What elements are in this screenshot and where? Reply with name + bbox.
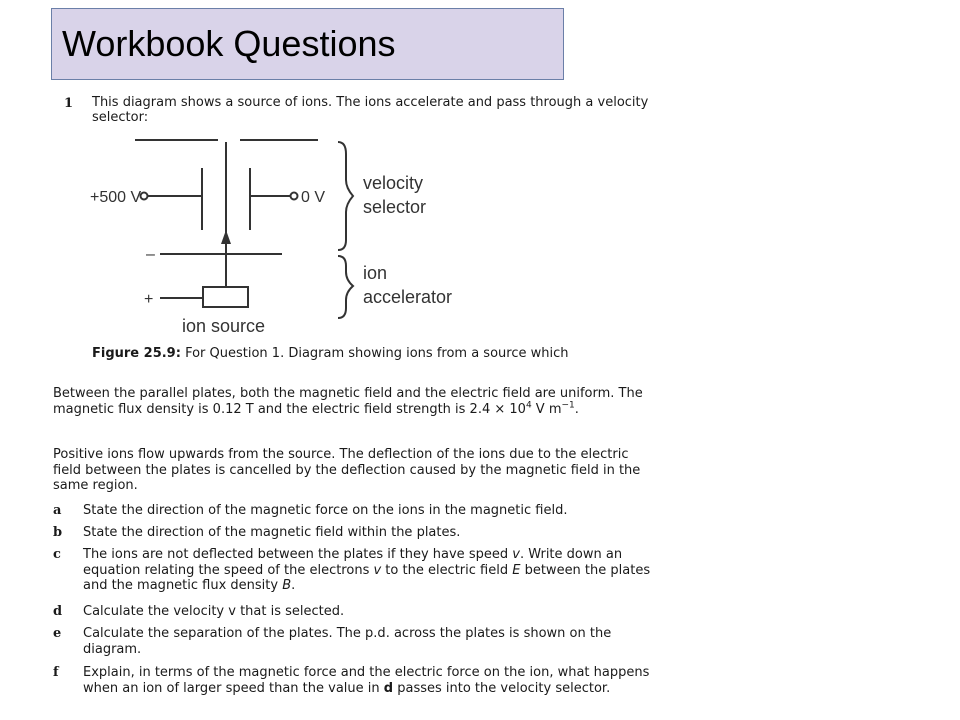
item-c-v1: v (512, 547, 520, 562)
label-selector: selector (363, 197, 427, 217)
label-plus: + (144, 291, 154, 308)
ion-arrow (221, 230, 231, 244)
brace-velocity (338, 142, 353, 250)
paragraph-ions: Positive ions flow upwards from the source. The deflection of the ions due to the electric field between the plates is cancelled by the deflection caused by the magnetic field in the same region. (53, 447, 641, 493)
label-ion-source: ion source (182, 316, 266, 336)
item-c-v2: v (373, 562, 382, 578)
item-f-text (83, 665, 653, 696)
item-c-part3: to the electric field (381, 562, 513, 578)
item-e-text: Calculate the separation of the plates. The p.d. across the plates is shown on the diagram. (83, 626, 612, 657)
exponent-4: 4 (525, 400, 532, 411)
item-a-label: a (53, 503, 62, 518)
item-c-b: B (282, 578, 292, 593)
item-f-label: f (53, 665, 59, 680)
item-b-text: State the direction of the magnetic field within the plates. (83, 525, 461, 540)
item-d-text: Calculate the velocity v that is selected. (83, 604, 345, 619)
terminal-left (141, 193, 148, 200)
ion-source-box (203, 287, 248, 307)
paragraph-fields (53, 386, 653, 417)
item-f-bold: d (383, 680, 394, 696)
item-c-part5: . (291, 578, 296, 593)
item-c-part4: between the plates and the magnetic flux density (83, 562, 651, 593)
label-plus500: +500 V (90, 189, 142, 206)
item-c-part1: The ions are not deflected between the plates if they have speed (83, 547, 513, 562)
terminal-right (291, 193, 298, 200)
label-ion: ion (363, 263, 388, 283)
question-number: 1 (64, 96, 74, 111)
period: . (574, 401, 579, 417)
label-minus: – (146, 246, 155, 263)
item-c-part2: . Write down an equation relating the speed of the electrons (83, 547, 623, 578)
question-intro: This diagram shows a source of ions. The ions accelerate and pass through a velocity selector: (92, 95, 649, 125)
item-c-label: c (53, 547, 61, 562)
brace-accelerator (338, 256, 353, 318)
title-box (51, 8, 564, 80)
exponent-minus1: −1 (561, 400, 575, 411)
unit-text: V m (531, 401, 562, 417)
label-0v: 0 V (301, 189, 326, 206)
caption-bold: Figure 25.9: (92, 346, 181, 361)
label-accelerator: accelerator (363, 287, 453, 307)
slide-title: Workbook Questions (62, 23, 396, 64)
velocity-selector-diagram (80, 130, 500, 345)
item-f-part1: Explain, in terms of the magnetic force and the electric force on the ion, what happens when an ion of larger speed than the value in (83, 665, 650, 696)
paragraph-fields-text: Between the parallel plates, both the magnetic field and the electric field are uniform. The magnetic flux density is 0.12 T and the electric field strength is 2.4 × 10 (53, 386, 643, 417)
figure-caption (92, 346, 568, 361)
item-c-e: E (512, 562, 521, 578)
label-velocity: velocity (363, 173, 424, 193)
item-e-label: e (53, 626, 62, 641)
item-c-text (83, 547, 653, 594)
caption-text: For Question 1. Diagram showing ions from a source which (180, 346, 569, 361)
item-f-part2: passes into the velocity selector. (393, 680, 611, 696)
item-d-label: d (53, 604, 63, 619)
item-b-label: b (53, 525, 63, 540)
item-a-text: State the direction of the magnetic force on the ions in the magnetic field. (83, 503, 568, 518)
